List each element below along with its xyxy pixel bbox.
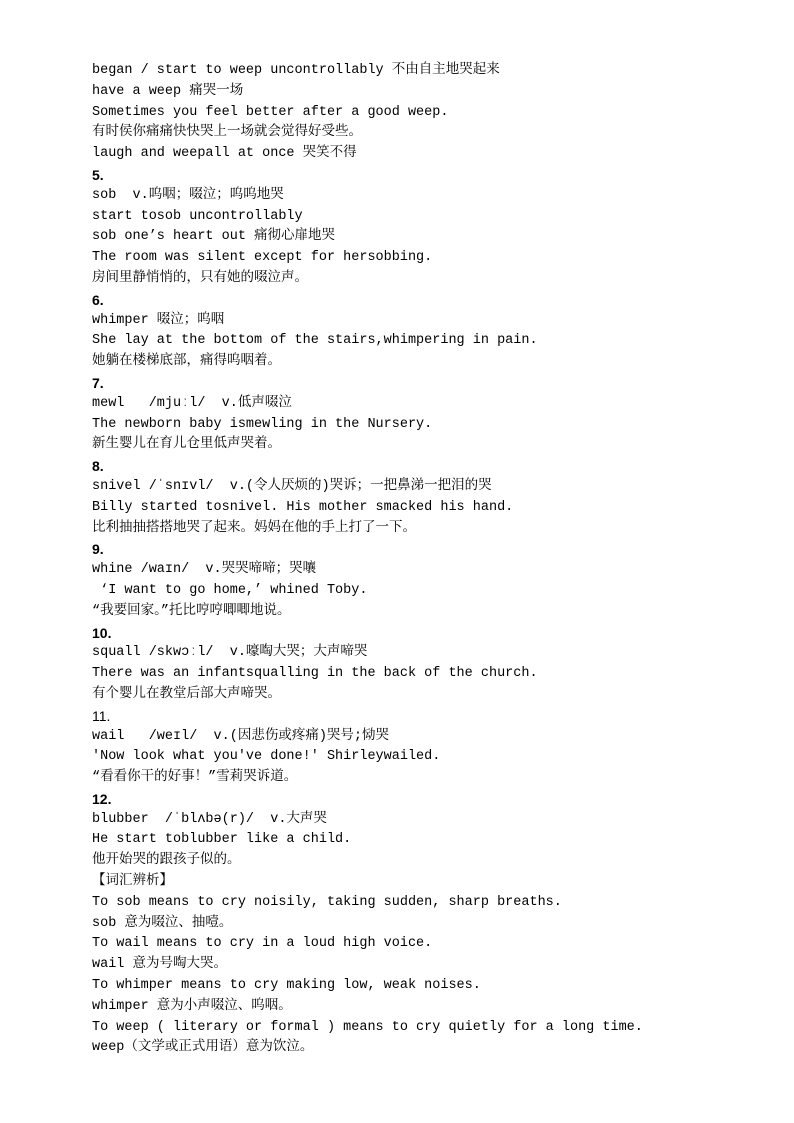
text-line: He start toblubber like a child. <box>92 832 352 848</box>
text-line: 比利抽抽搭搭地哭了起来。妈妈在他的手上打了一下。 <box>92 520 416 536</box>
text-line: blubber /ˈblʌbə(r)/ v.大声哭 <box>92 811 327 827</box>
text-line: 房间里静悄悄的，只有她的啜泣声。 <box>92 270 308 286</box>
text-line: start tosob uncontrollably <box>92 208 303 224</box>
text-line: whimper 啜泣；呜咽 <box>92 312 225 328</box>
document-page <box>92 61 752 1059</box>
text-line: 有个婴儿在教堂后部大声啼哭。 <box>92 686 281 702</box>
text-line: 新生婴儿在育儿仓里低声哭着。 <box>92 437 281 453</box>
text-line: wail /weɪl/ v.(因悲伤或疼痛)哭号;恸哭 <box>92 728 390 744</box>
section-number: 9. <box>92 541 104 558</box>
text-line: whine /waɪn/ v.哭哭啼啼；哭嚷 <box>92 562 317 578</box>
text-line: ‘I want to go home,’ whined Toby. <box>92 582 368 598</box>
text-line: 有时侯你痛痛快快哭上一场就会觉得好受些。 <box>92 125 362 141</box>
text-line: To weep ( literary or formal ) means to cry quietly for a long time. <box>92 1019 643 1035</box>
text-line: Sometimes you feel better after a good weep. <box>92 104 449 120</box>
text-line: mewl /mjuːl/ v.低声啜泣 <box>92 395 292 411</box>
text-line: began / start to weep uncontrollably 不由自主地哭起来 <box>92 63 500 78</box>
text-line: 他开始哭的跟孩子似的。 <box>92 853 241 869</box>
text-line: snivel /ˈsnɪvl/ v.(令人厌烦的)哭诉；一把鼻涕一把泪的哭 <box>92 478 492 494</box>
section-number: 7. <box>92 374 104 391</box>
text-line: “看看你干的好事！”雪莉哭诉道。 <box>92 770 298 786</box>
text-line: She lay at the bottom of the stairs,whimpering in pain. <box>92 333 538 349</box>
text-line: “我要回家。”托比哼哼唧唧地说。 <box>92 603 291 619</box>
section-number: 5. <box>92 166 104 183</box>
text-line: whimper 意为小声啜泣、呜咽。 <box>92 998 292 1014</box>
text-line: To whimper means to cry making low, weak noises. <box>92 978 481 994</box>
section-number: 11. <box>92 707 111 724</box>
text-line: wail 意为号啕大哭。 <box>92 957 228 973</box>
section-number: 6. <box>92 291 104 308</box>
text-line: 【词汇辨析】 <box>92 874 173 890</box>
text-line: sob 意为啜泣、抽噎。 <box>92 915 233 931</box>
section-number: 10. <box>92 624 112 641</box>
text-line: laugh and weepall at once 哭笑不得 <box>92 146 357 162</box>
text-line: The room was silent except for hersobbing. <box>92 250 433 266</box>
text-line: have a weep 痛哭一场 <box>92 83 244 99</box>
document-body <box>92 61 752 1059</box>
text-line: weep（文学或正式用语）意为饮泣。 <box>92 1040 314 1056</box>
text-line: Billy started tosnivel. His mother smacked his hand. <box>92 499 514 515</box>
text-line: sob one’s heart out 痛彻心扉地哭 <box>92 229 336 245</box>
text-line: 她躺在楼梯底部，痛得呜咽着。 <box>92 354 281 370</box>
text-line: There was an infantsqualling in the back of the church. <box>92 666 538 682</box>
section-number: 12. <box>92 790 112 807</box>
text-line: The newborn baby ismewling in the Nursery. <box>92 416 433 432</box>
text-line: 'Now look what you've done!' Shirleywailed. <box>92 749 441 765</box>
text-line: To sob means to cry noisily, taking sudden, sharp breaths. <box>92 894 562 910</box>
text-line: To wail means to cry in a loud high voice. <box>92 936 433 952</box>
text-line: squall /skwɔːl/ v.嚎啕大哭；大声啼哭 <box>92 645 368 661</box>
text-line: sob v.呜咽；啜泣；呜呜地哭 <box>92 187 284 203</box>
section-number: 8. <box>92 458 104 475</box>
